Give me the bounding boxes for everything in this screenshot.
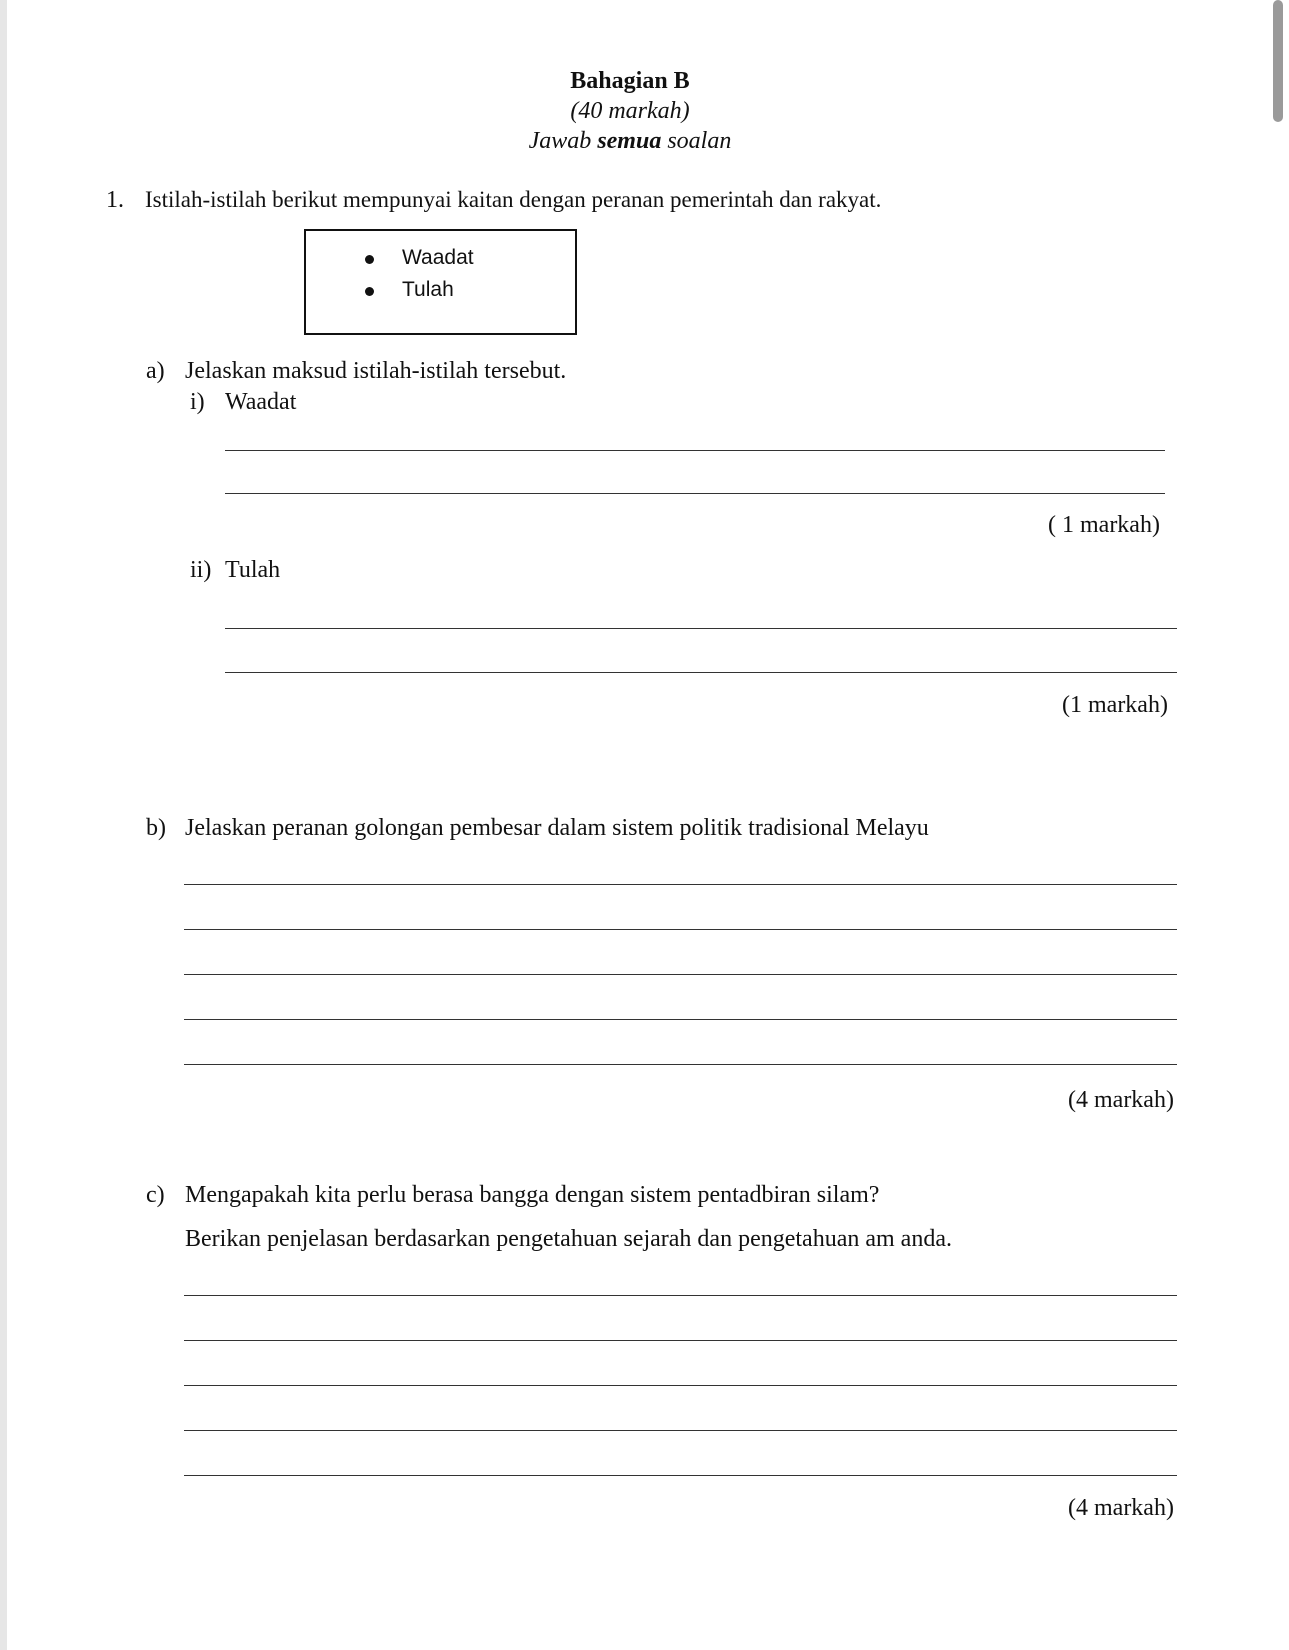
part-c-text: Mengapakah kita perlu berasa bangga dengan sistem pentadbiran silam?: [185, 1182, 880, 1208]
answer-line[interactable]: [184, 1430, 1177, 1431]
answer-line[interactable]: [184, 1385, 1177, 1386]
page-left-border: [0, 0, 7, 1650]
question-stem: Istilah-istilah berikut mempunyai kaitan dengan peranan pemerintah dan rakyat.: [145, 187, 882, 212]
bullet-icon: [365, 255, 374, 264]
part-c-label: c): [146, 1182, 165, 1208]
part-a-text: Jelaskan maksud istilah-istilah tersebut.: [185, 358, 567, 384]
bullet-icon: [365, 287, 374, 296]
part-a-ii-text: Tulah: [225, 557, 281, 583]
term-item: Waadat: [402, 246, 474, 269]
scrollbar[interactable]: [1273, 0, 1283, 122]
term-item: Tulah: [402, 278, 454, 301]
answer-line[interactable]: [184, 974, 1177, 975]
answer-line[interactable]: [184, 929, 1177, 930]
part-a-i-label: i): [190, 389, 205, 415]
part-a-i-text: Waadat: [225, 389, 297, 415]
part-b-marks: (4 markah): [1068, 1087, 1174, 1113]
answer-line[interactable]: [184, 1340, 1177, 1341]
section-instruction: [0, 128, 1260, 155]
answer-line[interactable]: [225, 628, 1177, 629]
section-title: Bahagian B: [570, 68, 690, 94]
answer-line[interactable]: [184, 1295, 1177, 1296]
instruction-pre: Jawab: [528, 128, 598, 154]
part-c-marks: (4 markah): [1068, 1495, 1174, 1521]
instruction-post: soalan: [661, 128, 732, 154]
question-number: 1.: [106, 187, 124, 213]
part-b-text: Jelaskan peranan golongan pembesar dalam sistem politik tradisional Melayu: [185, 815, 929, 841]
answer-line[interactable]: [225, 493, 1165, 494]
answer-line[interactable]: [184, 1064, 1177, 1065]
part-a-ii-label: ii): [190, 557, 212, 583]
instruction-bold: semua: [597, 128, 662, 154]
terms-box: [304, 229, 577, 335]
answer-line[interactable]: [225, 450, 1165, 451]
part-a-label: a): [146, 358, 165, 384]
answer-line[interactable]: [184, 884, 1177, 885]
part-c-text2: Berikan penjelasan berdasarkan pengetahuan sejarah dan pengetahuan am anda.: [185, 1226, 952, 1252]
answer-line[interactable]: [225, 672, 1177, 673]
answer-line[interactable]: [184, 1475, 1177, 1476]
part-b-label: b): [146, 815, 166, 841]
answer-line[interactable]: [184, 1019, 1177, 1020]
part-a-i-marks: ( 1 markah): [1048, 512, 1160, 538]
section-marks: (40 markah): [570, 98, 690, 124]
part-a-ii-marks: (1 markah): [1062, 692, 1168, 718]
